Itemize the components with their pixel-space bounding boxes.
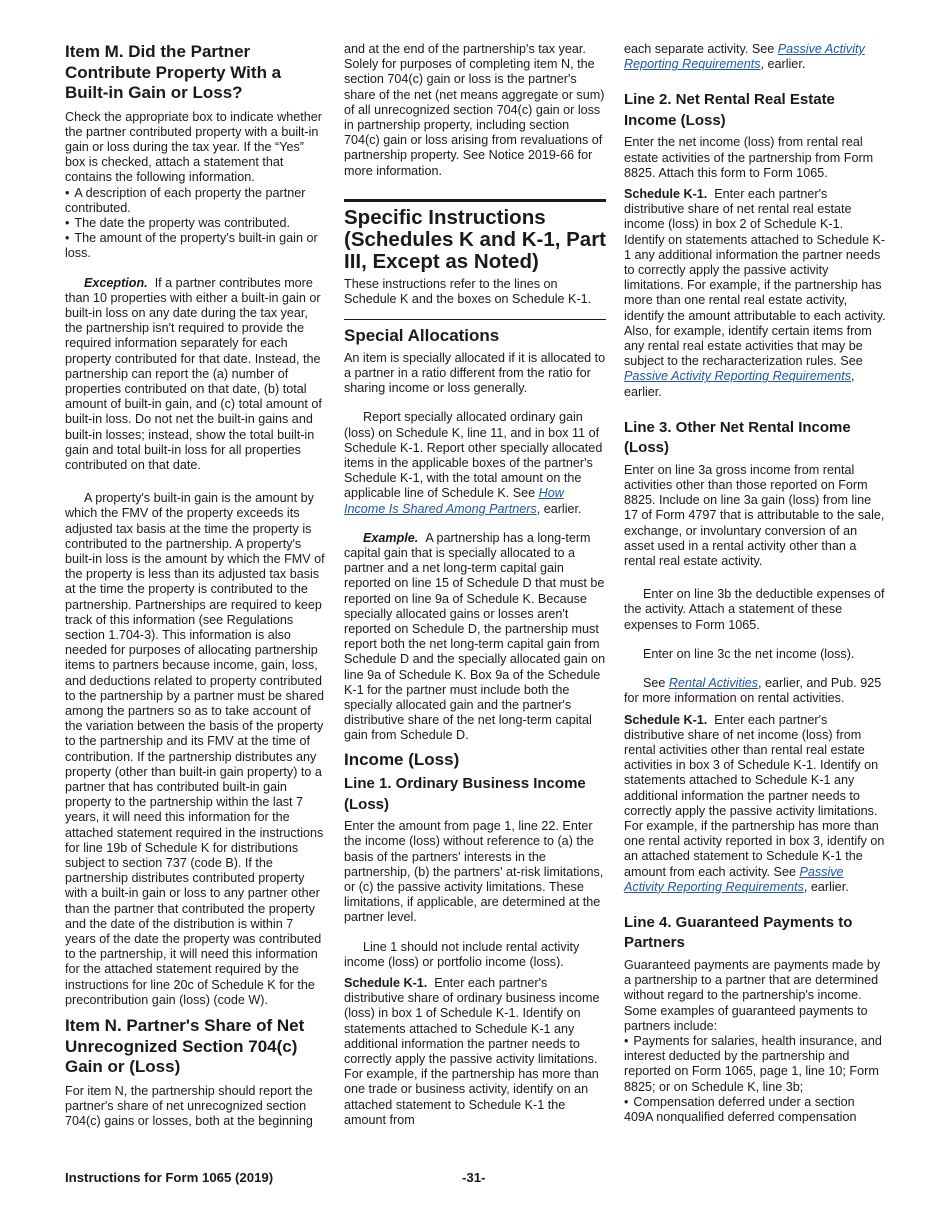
specific-instructions-heading: Specific Instructions (Schedules K and K-1, Part III, Except as Noted) bbox=[344, 205, 607, 273]
item-n-heading: Item N. Partner's Share of Net Unrecognized Section 704(c) Gain or (Loss) bbox=[65, 1016, 305, 1077]
line-3-p3: Enter on line 3c the net income (loss). bbox=[643, 646, 855, 661]
example-paragraph bbox=[344, 531, 606, 744]
line-4-bullet-1: • Payments for salaries, health insurance, and interest deducted by the partnership and reported on Form 1065, page 1, line 10; Form 8825; or on Schedule K, line 3b; bbox=[624, 1034, 886, 1095]
line-1-continued: each separate activity. See Passive Activity Reporting Requirements, earlier. bbox=[624, 42, 865, 72]
line-2-p1: Enter the net income (loss) from rental real estate activities of the partnership from Form 8825. Attach this form to Form 1065. bbox=[624, 135, 874, 180]
passive-activity-link-1[interactable]: Passive Activity Reporting Requirements bbox=[624, 42, 865, 72]
schedule-k1-label: Schedule K-1. bbox=[624, 187, 708, 202]
exception-paragraph bbox=[65, 276, 327, 474]
line-3-heading: Line 3. Other Net Rental Income (Loss) bbox=[624, 418, 851, 457]
specific-instructions-intro: These instructions refer to the lines on Schedule K and the boxes on Schedule K-1. bbox=[344, 276, 592, 307]
special-allocations-heading: Special Allocations bbox=[344, 326, 500, 346]
item-m-heading: Item M. Did the Partner Contribute Property With a Built-in Gain or Loss? bbox=[65, 42, 282, 102]
column-1 bbox=[65, 42, 327, 1135]
item-m-bullet-2: • The date the property was contributed. bbox=[65, 216, 327, 231]
line-3-p2: Enter on line 3b the deductible expenses of the activity. Attach a statement of these expenses to Form 1065. bbox=[624, 587, 885, 632]
line-2-k1-paragraph: Schedule K-1. Enter each partner's distributive share of net rental real estate income (loss) in box 2 of Schedule K-1. Identify on statements attached to Schedule K-1 any additional information the partner needs to correctly apply the passive activity limitations. For example, if the partnership has more than one rental real estate activity, identify the amount attributable to each activity. Also, for example, identify certain items from any rental real estate activities that may be subject to the recharacterization rules. See Passive Activity Reporting Requirements, earlier. bbox=[624, 187, 886, 399]
item-m-bullet-1: • A description of each property the partner contributed. bbox=[65, 186, 327, 216]
item-n-paragraph: For item N, the partnership should report the partner's share of net unrecognized section 704(c) gains or losses, both at the beginning bbox=[65, 1083, 313, 1128]
special-allocations-p1: An item is specially allocated if it is allocated to a partner in a ratio different from the ratio for sharing income or loss generally. bbox=[344, 350, 606, 396]
exception-label: Exception. bbox=[84, 275, 148, 290]
line-1-p2: Line 1 should not include rental activity income (loss) or portfolio income (loss). bbox=[344, 939, 580, 969]
income-loss-heading: Income (Loss) bbox=[344, 749, 460, 769]
how-income-shared-link[interactable]: How Income Is Shared Among Partners bbox=[344, 486, 564, 516]
passive-activity-link-2[interactable]: Passive Activity Reporting Requirements bbox=[624, 369, 852, 384]
line-2-heading: Line 2. Net Rental Real Estate Income (Loss) bbox=[624, 91, 835, 129]
exception-text: If a partner contributes more than 10 properties with either a built-in gain or built-in loss on any date during the tax year, the partnership isn't required to provide the required information separately for each property contributed for that date. Instead, the partnership can report the (a) number of properties contributed on that date, (b) total amount of built-in gain, and (c) total amount of built-in loss. Do not net the built-in gains and built-in losses; instead, show the total built-in gain and total built-in loss for all properties contributed on that date. bbox=[65, 275, 322, 472]
line-4-bullet-2: • Compensation deferred under a section 409A nonqualified deferred compensation bbox=[624, 1095, 886, 1125]
line-3-p4: See Rental Activities, earlier, and Pub. 925 for more information on rental activities. bbox=[624, 676, 882, 706]
example-label: Example. bbox=[363, 530, 419, 545]
schedule-k1-label: Schedule K-1. bbox=[624, 712, 708, 727]
footer-form-title: Instructions for Form 1065 (2019) bbox=[65, 1170, 274, 1185]
line-4-p1: Guaranteed payments are payments made by a partnership to a partner that are determined without regard to the partnership's income. Some examples of guaranteed payments to partners include: bbox=[624, 957, 881, 1033]
example-text: A partnership has a long-term capital gain that is specially allocated to a partner and a net long-term capital gain reported on line 15 of Schedule D that must be reported on line 9a of Schedule K. Because specially allocated gains or losses aren't reported on Schedule D, the partnership must report both the net long-term capital gain from Schedule D and the specially allocated gain on line 9a of Schedule K. Box 9a of the Schedule K-1 for the partner must include both the specially allocated gain and the partner's distributive share of the net long-term capital gain from Schedule D. bbox=[344, 530, 606, 743]
rental-activities-link[interactable]: Rental Activities bbox=[668, 676, 759, 691]
column-3 bbox=[624, 42, 886, 1125]
line-3-p1: Enter on line 3a gross income from rental activities other than those reported on Form 8825. Include on line 3a gain (loss) from line 17 of Form 4797 that is attributable to the sale, exchange, or involuntary conversion of an asset used in a rental activity other than a rental real estate activity. bbox=[624, 462, 885, 569]
line-1-heading: Line 1. Ordinary Business Income (Loss) bbox=[344, 775, 586, 813]
line-1-k1-paragraph: Schedule K-1. Enter each partner's distributive share of ordinary business income (loss) in box 1 of Schedule K-1. Identify on statements attached to Schedule K-1 any additional information the partner needs to correctly apply the passive activity limitations. For example, if the partnership has more than one trade or business activity, identify on an attached statement to Schedule K-1 the amount from bbox=[344, 975, 600, 1127]
line-3-k1-paragraph: Schedule K-1. Enter each partner's distributive share of net income (loss) from rental activities other than rental real estate activities in box 3 of Schedule K-1. Identify on statements attached to Schedule K-1 any additional information the partner needs to correctly apply the passive activity limitations. For example, if the partnership has more than one rental activity reported in box 3, identify on an attached statement to Schedule K-1 the amount from each activity. See Passive Activity Reporting Requirements, earlier. bbox=[624, 712, 885, 894]
line-1-p1: Enter the amount from page 1, line 22. Enter the income (loss) without reference to (a) the basis of the partners' interests in the partnership, (b) the partners' at-risk limitations, or (c) the passive activity limitations. These limitations, if applicable, are determined at the partner level. bbox=[344, 819, 604, 925]
passive-activity-link-3[interactable]: Passive Activity Reporting Requirements bbox=[624, 864, 844, 894]
item-m-bullet-3: • The amount of the property's built-in gain or loss. bbox=[65, 231, 327, 261]
footer-page-number: -31- bbox=[462, 1170, 486, 1185]
section-divider-thick bbox=[344, 199, 606, 202]
item-m-intro: Check the appropriate box to indicate whether the partner contributed property with a built-in gain or loss during the tax year. If the “Yes” box is checked, attach a statement that contains the following information. bbox=[65, 109, 322, 185]
built-in-gain-paragraph: A property's built-in gain is the amount by which the FMV of the property exceeds its adjusted tax basis at the time the property is contributed to the partnership. A property's built-in loss is the amount by which the FMV of the property is less than its adjusted tax basis at the time the property is contributed to the partnership. Partnerships are required to keep track of this information (see Regulations section 1.704-3). This information is also needed for purposes of allocating partnership items to partners because income, gain, loss, and deductions related to property contributed to the partnership by a partner must be shared among the partners so as to take account of the variation between the basis of the property to the partnership and its FMV at the time of contribution. If the partnership distributes any property (other than built-in gain property) to a partner that has contributed built-in gain property to the partnership within the last 7 years, it will need this information for the attached statement required in the instructions for line 19b of Schedule K for distributions subject to section 737 (code B). If the partnership distributes contributed property with a built-in gain or loss to any partner other than the partner that contributed the property and the date of the distribution is within 7 years of the date the property was contributed to the partnership, it will need this information for the attached statement required by the instructions for line 20c of Schedule K for the precontribution gain (loss) (code W). bbox=[65, 491, 325, 1007]
schedule-k1-label: Schedule K-1. bbox=[344, 975, 428, 990]
column-2 bbox=[344, 42, 606, 1134]
item-n-continued: and at the end of the partnership's tax year. Solely for purposes of completing item N, the section 704(c) gain or loss is the partner's share of the net (net means aggregate or sum) of all unrecognized section 704(c) gain or loss in partnership property, including section 704(c) gain or loss arising from revaluations of partnership property. See Notice 2019-66 for more information. bbox=[344, 42, 605, 178]
special-allocations-p2: Report specially allocated ordinary gain (loss) on Schedule K, line 11, and in box 11 of Schedule K-1. Report other specially allocated items in the applicable boxes of the partner's Schedule K-1, with the total amount on the applicable line of Schedule K. See How Income Is Shared Among Partners, earlier. bbox=[344, 410, 603, 516]
section-divider-thin bbox=[344, 319, 606, 320]
line-4-heading: Line 4. Guaranteed Payments to Partners bbox=[624, 913, 853, 952]
